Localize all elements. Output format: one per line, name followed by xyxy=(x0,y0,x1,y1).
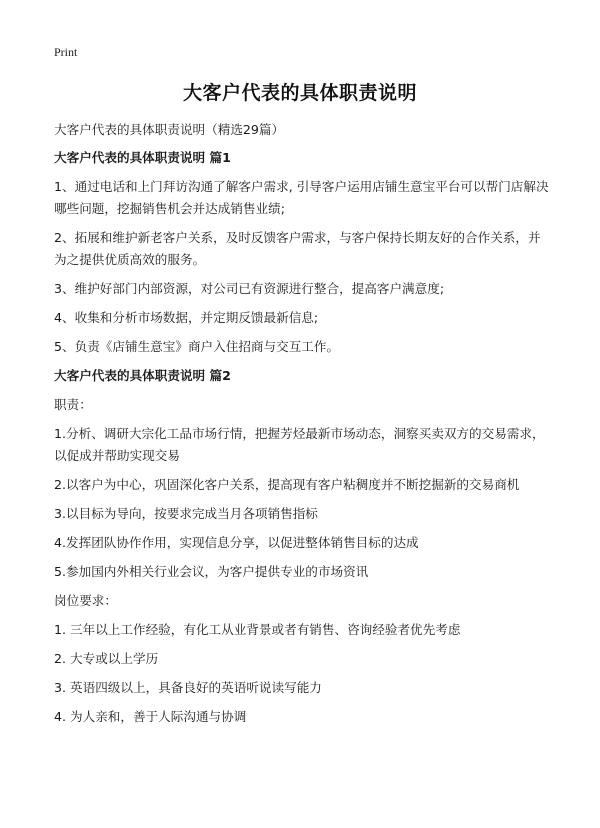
document-body xyxy=(54,119,550,735)
requirements-label: 岗位要求： xyxy=(54,593,117,608)
list-item: 2. 大专或以上学历 xyxy=(54,651,159,666)
list-item: 1、通过电话和上门拜访沟通了解客户需求, 引导客户运用店铺生意宝平台可以帮门店解决哪些问题，挖掘销售机会并达成销售业绩; xyxy=(54,179,549,216)
list-item: 2、拓展和维护新老客户关系，及时反馈客户需求，与客户保持长期友好的合作关系，并为之提供优质高效的服务。 xyxy=(54,230,541,267)
list-item: 4. 为人亲和，善于人际沟通与协调 xyxy=(54,709,247,724)
duties-label: 职责： xyxy=(54,397,92,412)
list-item: 5、负责《店铺生意宝》商户入住招商与交互工作。 xyxy=(54,339,340,354)
list-item: 3. 英语四级以上，具备良好的英语听说读写能力 xyxy=(54,680,322,695)
page-title: 大客户代表的具体职责说明 xyxy=(182,82,417,104)
section-heading-1: 大客户代表的具体职责说明 篇1 xyxy=(54,150,231,165)
list-item: 3、维护好部门内部资源，对公司已有资源进行整合，提高客户满意度; xyxy=(54,281,445,296)
list-item: 3.以目标为导向，按要求完成当月各项销售指标 xyxy=(54,506,318,521)
print-label: Print xyxy=(54,45,78,59)
list-item: 5.参加国内外相关行业会议，为客户提供专业的市场资讯 xyxy=(54,564,369,579)
list-item: 1.分析、调研大宗化工品市场行情，把握芳烃最新市场动态，洞察买卖双方的交易需求，以促成并帮助实现交易 xyxy=(54,426,545,463)
document-subtitle: 大客户代表的具体职责说明（精选29篇） xyxy=(54,122,285,137)
list-item: 4.发挥团队协作作用，实现信息分享，以促进整体销售目标的达成 xyxy=(54,535,419,550)
section-heading-2: 大客户代表的具体职责说明 篇2 xyxy=(54,368,231,383)
list-item: 1. 三年以上工作经验，有化工从业背景或者有销售、咨询经验者优先考虑 xyxy=(54,622,461,637)
list-item: 4、收集和分析市场数据，并定期反馈最新信息; xyxy=(54,310,319,325)
list-item: 2.以客户为中心，巩固深化客户关系，提高现有客户粘稠度并不断挖掘新的交易商机 xyxy=(54,477,520,492)
